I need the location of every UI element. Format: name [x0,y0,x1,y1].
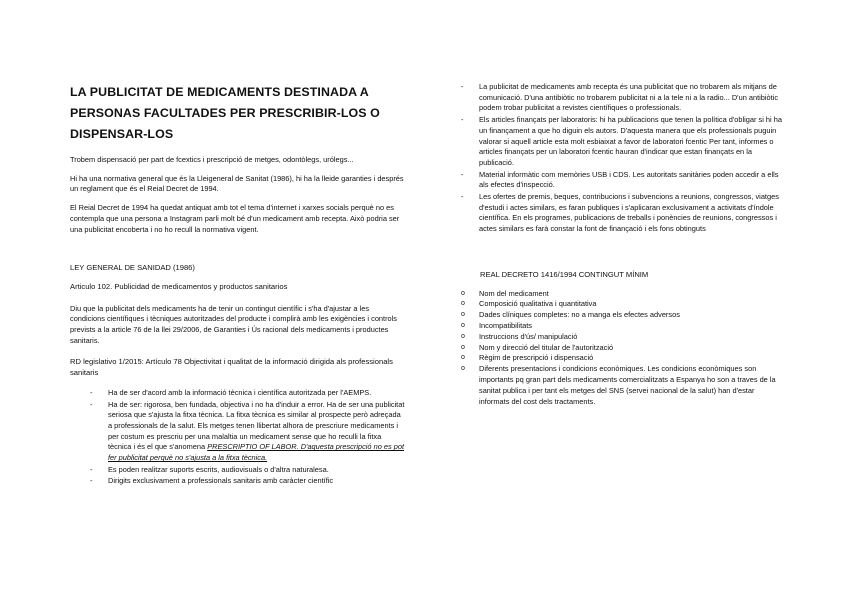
dash-bullet-icon: - [461,82,464,91]
intro-paragraph: El Reial Decret de 1994 ha quedat antiquat amb tot el tema d'internet i xarxes socials perquè no es contempla que una persona a Instagram parli molt bé d'un medicament amb recepta. Això podria ser una publicitat encoberta i no ho recull la normativa vigent. [70,203,400,234]
circle-bullet-icon: o [461,365,465,373]
dash-bullet-icon: - [461,192,464,202]
article-heading: Articulo 102. Publicidad de medicamentos y productos sanitarios [70,281,288,291]
circle-bullet-icon: o [461,332,465,340]
list-item: - Es poden realitzar suports escrits, audiovisuals o d'altra naturalesa. [90,464,329,474]
document-title: LA PUBLICITAT DE MEDICAMENTS DESTINADA A PERSONAS FACULTADES PER PRESCRIBIR-LOS O DISPENSAR-LOS [70,85,380,141]
intro-paragraph: Hi ha una normativa general que és la Lleigeneral de Sanitat (1986), hi ha la lleide garanties i després un reglament que és el Reial Decret de 1994. [70,173,404,194]
dash-bullet-icon: - [90,399,93,409]
list-item: o Nom y direcció del titular de l'autorització [461,342,614,352]
circle-bullet-icon: o [461,354,465,362]
list-item: - Les ofertes de premis, beques, contribucions i subvencions a reunions, congressos, viatges d'estudi i actes similars, es faran publiques i s'aplicaran exclusivament a activitats d'índole científica. En els programes, publicacions de treballs i ponències de reunions, congressos i actes similars es farà constar la font de finançació i els fons obtinguts [461,192,779,234]
list-item: o Dades clíniques completes: no a manga els efectes adversos [461,310,680,320]
list-item: o Instruccions d'ús/ manipulació [461,331,578,341]
dash-bullet-icon: - [461,169,464,179]
circle-bullet-icon: o [461,289,465,297]
list-item: - Els articles finançats per laboratoris: hi ha publicacions que tenen la política d'obligar si hi ha un finançament a que ho diguin els autors. D'aquesta manera que els professionals puguin valorar si aquell article esta molt esbiaixat a favor de laboratori fcentic Per tant, informes o articles finançats per un laboratori fcentic hauran d'indicar que estan finançats en la publicació. [461,115,782,167]
rd-1994-heading: REAL DECRETO 1416/1994 CONTINGUT MÍNIM [480,269,649,279]
list-item: o Incompatibilitats [461,320,532,330]
left-bullet-list [70,388,405,487]
dash-bullet-icon: - [90,464,93,474]
circle-bullet-icon: o [461,300,465,308]
underlined-note: PRESCRIPTIO OF LABOR. D'aquesta prescripció no es pot fer publicitat perquè no s'ajusta a la fitxa tècnica. [108,442,404,463]
list-item: - Dirigits exclusivament a professionals sanitaris amb caràcter científic [90,476,334,486]
list-item: o Règim de prescripció i dispensació [461,353,594,363]
right-column [458,82,783,407]
list-item: - Material informàtic com memòries USB i CDS. Les autoritats sanitàries poden accedir a ells als efectes d'inspecció. [461,169,779,190]
list-item: o Diferents presentacions i condicions econòmiques. Les condicions econòmiques son importants pq gran part dels medicaments comercialitzats a Espanya ho son a traves de la sanitat publica i per tant els metges del SNS (servei nacional de la salut) han d'estar informats del cost dels tractaments. [461,364,776,406]
left-column [70,82,405,488]
list-item: - La publicitat de medicaments amb recepta és una publicitat que no trobarem als mitjans de comunicació. D'una antibiòtic no trobarem publicitat ni a la tele ni a la radio... D'un antibiòtic podem trobar publicitat a revistes científiques o professionals. [461,82,779,113]
circle-bullet-icon: o [461,343,465,351]
list-item: o Nom del medicament [461,288,549,298]
list-item: - Ha de ser d'acord amb la informació tècnica i científica autoritzada per l'AEMPS. [90,387,372,397]
article-text: Diu que la publicitat dels medicaments ha de tenir un contingut científic i s'ha d'ajustar a les condicions científiques i tècniques autoritzades del producte i complirà amb les exigències i controls prevists a la article 76 de la llei 29/2006, de Garanties i Ús racional dels medicaments i productes sanitaris. [70,303,398,345]
rd-heading: RD legislativo 1/2015: Artículo 78 Objectivitat i qualitat de la informació dirigida als professionals sanitaris [70,357,393,378]
right-bullet-list [458,82,783,235]
dash-bullet-icon: - [461,115,464,125]
circle-bullet-icon: o [461,321,465,329]
minimum-content-list [458,289,783,408]
dash-bullet-icon: - [90,387,93,397]
list-item: o Composició qualitativa i quantitativa [461,299,597,309]
circle-bullet-icon: o [461,311,465,319]
list-item: - Ha de ser: rigorosa, ben fundada, objectiva i no ha d'induir a error. Ha de ser una publicitat seriosa que s'ajusta la fitxa tècnica. La fitxa tècnica es similar al prospecte però adreçada a professionals de la salut. Els metges tenen llibertat alhora de prescriure medicaments i per costum es prescriu per una malaltia un medicament sense que ho reculli la fitxa tècnica i és el que s'anomena PRESCRIPTIO OF LABOR. D'aquesta prescripció no es pot fer publicitat perquè no s'ajusta a la fitxa tècnica. [90,399,405,463]
law-heading: LEY GENERAL DE SANIDAD (1986) [70,263,195,273]
dash-bullet-icon: - [90,476,93,486]
intro-paragraph: Trobem dispensació per part de fcextics i prescripció de metges, odontòlegs, urólegs... [70,155,354,164]
